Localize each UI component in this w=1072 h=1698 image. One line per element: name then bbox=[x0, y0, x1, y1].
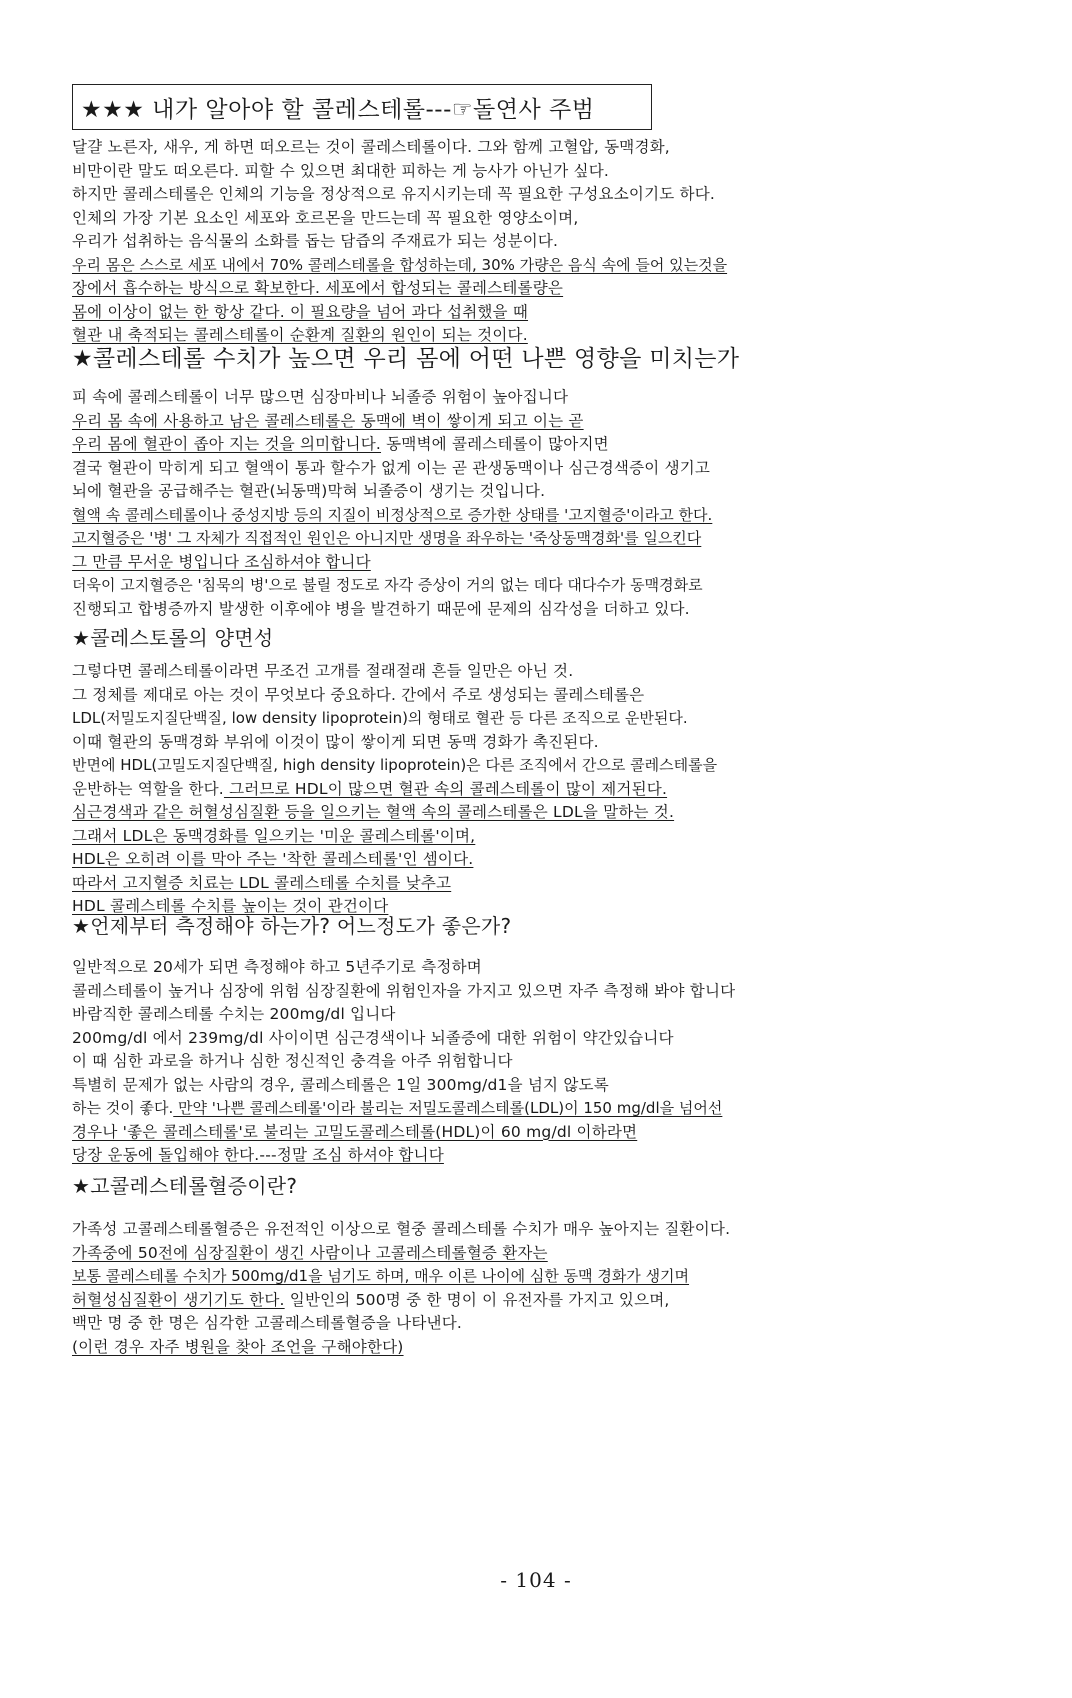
text-line bbox=[72, 1121, 735, 1145]
text-segment: 동맥벽에 콜레스테롤이 많아지면 bbox=[381, 435, 609, 453]
text-segment: 일반인의 500명 중 한 명이 이 유전자를 가지고 있으며, bbox=[284, 1290, 670, 1309]
underlined-text: 고지혈증은 '병' 그 자체가 직접적인 원인은 아니지만 생명을 좌우하는 '죽상동맥경화'를 일으킨다 bbox=[72, 529, 702, 547]
text-line bbox=[72, 277, 727, 301]
underlined-text: 보통 콜레스테롤 수치가 500mg/d1을 넘기도 하며, 매우 이른 나이에 심한 동맥 경화가 생기며 bbox=[72, 1267, 690, 1285]
text-line: 비만이란 말도 떠오른다. 피할 수 있으면 최대한 피하는 게 능사가 아닌가 싶다. bbox=[72, 161, 610, 180]
text-segment: 운반하는 역할을 한다. bbox=[72, 779, 224, 798]
text-line bbox=[72, 527, 712, 551]
text-line: 진행되고 합병증까지 발생한 이후에야 병을 발견하기 때문에 문제의 심각성을 더하고 있다. bbox=[72, 599, 690, 618]
underlined-text: 혈액 속 콜레스테롤이나 중성지방 등의 지질이 비정상적으로 증가한 상태를 '고지혈증'이라고 한다. bbox=[72, 505, 713, 524]
text-segment: 하는 것이 좋다. bbox=[72, 1099, 174, 1117]
underlined-text: 가족중에 50전에 심장질환이 생긴 사람이나 고콜레스테롤혈증 환자는 bbox=[72, 1243, 548, 1262]
text-line: 가족성 고콜레스테롤혈증은 유전적인 이상으로 혈중 콜레스테롤 수치가 매우 높아지는 질환이다. bbox=[72, 1220, 731, 1238]
text-line: 이 때 심한 과로을 하거나 심한 정신적인 충격을 아주 위험합니다 bbox=[72, 1052, 513, 1070]
text-line: 200mg/dl 에서 239mg/dl 사이이면 심근경색이나 뇌졸증에 대한 위험이 약간있습니다 bbox=[72, 1028, 674, 1047]
underlined-text: 그래서 LDL은 동맥경화를 일으키는 '미운 콜레스테롤'이며, bbox=[72, 826, 476, 845]
text-line bbox=[72, 778, 717, 802]
text-line bbox=[72, 825, 717, 849]
underlined-text: 경우나 '좋은 콜레스테롤'로 불리는 고밀도콜레스테롤(HDL)이 60 mg/dl 이하라면 bbox=[72, 1122, 638, 1141]
text-line bbox=[72, 1265, 730, 1289]
text-line: 이때 혈관의 동맥경화 부위에 이것이 많이 쌓이게 되면 동맥 경화가 촉진된다. bbox=[72, 732, 599, 751]
underlined-text: 따라서 고지혈증 치료는 LDL 콜레스테롤 수치를 낮추고 bbox=[72, 873, 452, 892]
title-box bbox=[72, 84, 652, 130]
underlined-text: 우리 몸은 스스로 세포 내에서 70% 콜레스테롤을 합성하는데, 30% 가량은 음식 속에 들어 있는것을 bbox=[72, 255, 728, 274]
text-line bbox=[72, 1289, 730, 1313]
text-line: 우리가 섭취하는 음식물의 소화를 돕는 담즙의 주재료가 되는 성분이다. bbox=[72, 232, 559, 250]
text-line: 뇌에 혈관을 공급해주는 혈관(뇌동맥)막혀 뇌졸증이 생기는 것입니다. bbox=[72, 482, 546, 500]
text-line: LDL(저밀도지질단백질, low density lipoprotein)의 형태로 혈관 등 다른 조직으로 운반된다. bbox=[72, 709, 688, 727]
measurement-paragraph bbox=[72, 956, 735, 1168]
text-line bbox=[72, 872, 717, 896]
text-line bbox=[72, 504, 712, 528]
section-heading-cholesterol-effects: ★콜레스테롤 수치가 높으면 우리 몸에 어떤 나쁜 영향을 미치는가 bbox=[72, 346, 740, 372]
cholesterol-effects-paragraph bbox=[72, 386, 712, 621]
text-line: 반면에 HDL(고밀도지질단백질, high density lipoprotein)은 다른 조직에서 간으로 콜레스테롤을 bbox=[72, 756, 718, 774]
underlined-text: 몸에 이상이 없는 한 항상 같다. 이 필요량을 넘어 과다 섭취했을 때 bbox=[72, 302, 529, 321]
text-line bbox=[72, 1242, 730, 1266]
underlined-text: 당장 운동에 돌입해야 한다.---정말 조심 하셔야 합니다 bbox=[72, 1146, 444, 1164]
section-heading-two-sides: ★콜레스토롤의 양면성 bbox=[72, 626, 274, 650]
text-segment: 우리 몸에 혈관이 좁아 지는 것을 의미합니다. bbox=[72, 435, 382, 453]
text-line bbox=[72, 1097, 735, 1121]
text-line: 백만 명 중 한 명은 심각한 고콜레스테롤혈증을 나타낸다. bbox=[72, 1314, 462, 1332]
text-line bbox=[72, 301, 727, 325]
text-line bbox=[72, 1336, 730, 1360]
text-line bbox=[72, 848, 717, 872]
text-line bbox=[72, 433, 712, 457]
text-line bbox=[72, 410, 712, 434]
text-line: 하지만 콜레스테롤은 인체의 기능을 정상적으로 유지시키는데 꼭 필요한 구성요소이기도 하다. bbox=[72, 185, 716, 203]
document-title: ★★★ 내가 알아야 할 콜레스테롤---☞돌연사 주범 bbox=[81, 96, 595, 123]
underlined-text: 그 만큼 무서운 병입니다 조심하셔야 합니다 bbox=[72, 552, 371, 571]
text-line bbox=[72, 551, 712, 575]
intro-paragraph bbox=[72, 136, 727, 348]
text-line: 달걀 노른자, 새우, 게 하면 떠오르는 것이 콜레스테롤이다. 그와 함께 고혈압, 동맥경화, bbox=[72, 138, 670, 156]
text-line: 피 속에 콜레스테롤이 너무 많으면 심장마비나 뇌졸증 위험이 높아집니다 bbox=[72, 388, 569, 406]
underlined-text: 혈관 내 축적되는 콜레스테롤이 순환계 질환의 원인이 되는 것이다. bbox=[72, 326, 528, 344]
text-line: 더욱이 고지혈증은 '침묵의 병'으로 불릴 정도로 자각 증상이 거의 없는 데다 대다수가 동맥경화로 bbox=[72, 576, 703, 594]
text-line: 인체의 가장 기본 요소인 세포와 호르몬을 만드는데 꼭 필요한 영양소이며, bbox=[72, 208, 579, 227]
page-number: - 104 - bbox=[500, 1568, 572, 1592]
text-line bbox=[72, 801, 717, 825]
text-line: 결국 혈관이 막히게 되고 혈액이 통과 할수가 없게 이는 곧 관생동맥이나 심근경색증이 생기고 bbox=[72, 458, 711, 477]
underlined-text: HDL은 오히려 이를 막아 주는 '착한 콜레스테롤'인 셈이다. bbox=[72, 850, 474, 868]
text-line: 바람직한 콜레스테롤 수치는 200mg/dl 입니다 bbox=[72, 1005, 396, 1023]
section-heading-measurement: ★언제부터 측정해야 하는가? 어느정도가 좋은가? bbox=[72, 914, 512, 938]
text-line bbox=[72, 1144, 735, 1168]
text-line: 특별히 문제가 없는 사람의 경우, 콜레스테롤은 1일 300mg/d1을 넘지 않도록 bbox=[72, 1075, 609, 1094]
text-line bbox=[72, 254, 727, 278]
text-segment: 그러므로 HDL이 많으면 혈관 속의 콜레스테롤이 많이 제거된다. bbox=[223, 779, 668, 798]
underlined-text: (이런 경우 자주 병원을 찾아 조언을 구해야한다) bbox=[72, 1337, 404, 1356]
text-line: 일반적으로 20세가 되면 측정해야 하고 5년주기로 측정하며 bbox=[72, 958, 482, 976]
two-sides-paragraph bbox=[72, 660, 717, 919]
text-line: 그 정체를 제대로 아는 것이 무엇보다 중요하다. 간에서 주로 생성되는 콜레스테롤은 bbox=[72, 685, 645, 704]
underlined-text: 우리 몸 속에 사용하고 남은 콜레스테롤은 동맥에 벽이 쌓이게 되고 이는 곧 bbox=[72, 411, 584, 430]
text-line: 콜레스테롤이 높거나 심장에 위험 심장질환에 위험인자을 가지고 있으면 자주 측정해 봐야 합니다 bbox=[72, 981, 736, 1000]
underlined-text: 심근경색과 같은 허혈성심질환 등을 일으키는 혈액 속의 콜레스테롤은 LDL을 말하는 것. bbox=[72, 803, 675, 821]
underlined-text: 장에서 흡수하는 방식으로 확보한다. 세포에서 합성되는 콜레스테롤량은 bbox=[72, 279, 564, 297]
text-line: 그렇다면 콜레스테롤이라면 무조건 고개를 절래절래 흔들 일만은 아닌 것. bbox=[72, 662, 574, 680]
section-heading-hypercholesterolemia: ★고콜레스테롤혈증이란? bbox=[72, 1174, 298, 1198]
text-segment: 만약 '나쁜 콜레스테롤'이라 불리는 저밀도콜레스테롤(LDL)이 150 mg/dl을 넘어선 bbox=[173, 1099, 723, 1117]
underlined-text: HDL 콜레스테롤 수치를 높이는 것이 관건이다 bbox=[72, 897, 389, 915]
hypercholesterolemia-paragraph bbox=[72, 1218, 730, 1359]
text-segment: 허혈성심질환이 생기기도 한다. bbox=[72, 1290, 285, 1309]
